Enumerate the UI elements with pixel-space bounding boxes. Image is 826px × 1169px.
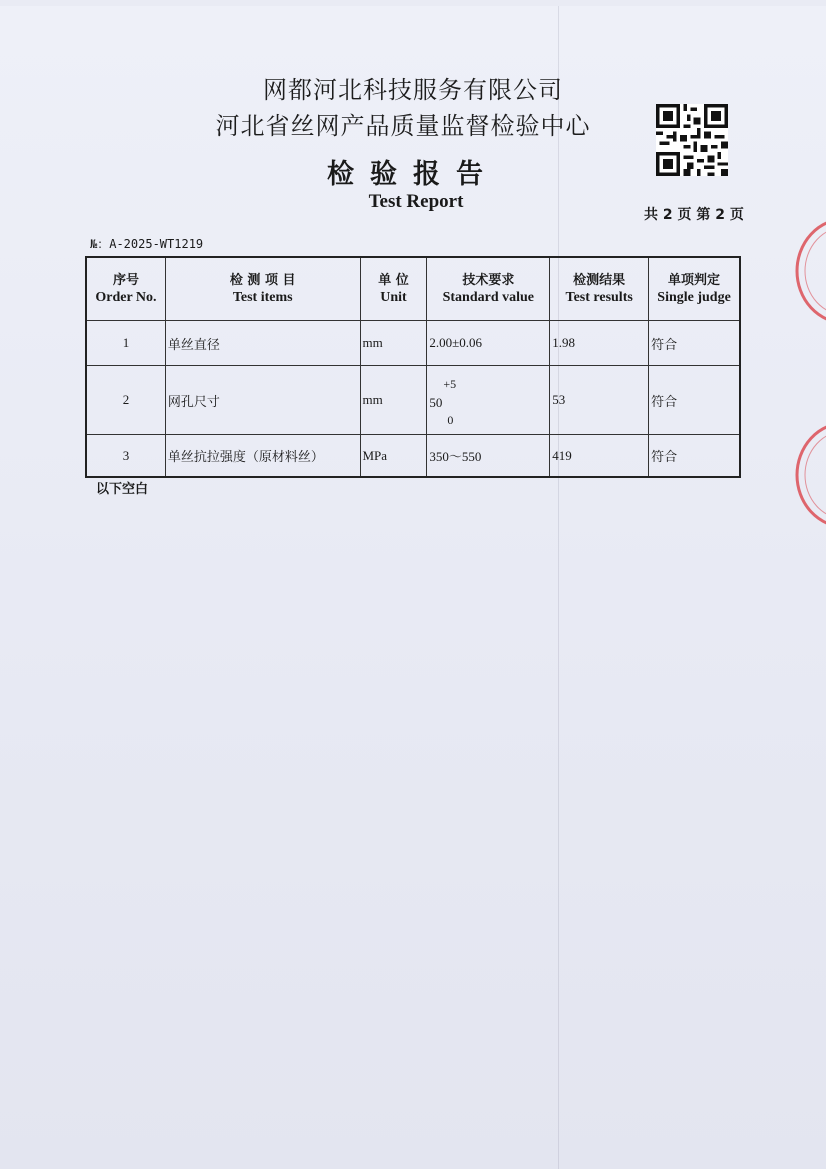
report-page [0,6,826,1169]
report-title-cn: 检验报告 [327,159,499,190]
row-order: 2 [86,366,165,435]
inspection-center-name: 河北省丝网产品质量监督检验中心 [215,112,591,140]
row-result: 53 [550,366,649,435]
tolerance-base: 50 [429,395,443,410]
official-seal-icon [790,411,826,531]
organization-name: 网都河北科技服务有限公司 [263,76,563,104]
header-standard-value: 技术要求 Standard value [427,257,550,321]
header-unit: 单 位 Unit [360,257,427,321]
row-judge: 符合 [649,366,740,435]
row-standard: 2.00±0.06 [427,321,550,366]
row-test-item: 网孔尺寸 [165,366,360,435]
blank-below-note: 以下空白 [96,482,149,497]
row-standard-tolerance [427,366,550,435]
header-order: 序号 Order No. [86,257,165,321]
row-judge: 符合 [649,435,740,478]
row-order: 3 [86,435,165,478]
row-result: 1.98 [550,321,649,366]
official-seal-icon [790,211,826,331]
row-unit: MPa [360,435,427,478]
row-judge: 符合 [649,321,740,366]
page-indicator: 共 2 页 第 2 页 [644,207,744,223]
row-order: 1 [86,321,165,366]
row-unit: mm [360,321,427,366]
row-standard: 350～550 [427,435,550,478]
table-header-row [86,257,740,321]
row-result: 419 [550,435,649,478]
tolerance-upper: +5 [443,377,457,391]
row-unit: mm [360,366,427,435]
tolerance-lower: 0 [447,413,454,427]
header-single-judge: 单项判定 Single judge [649,257,740,321]
header-test-results: 检测结果 Test results [550,257,649,321]
report-number: №：A-2025-WT1219 [90,237,204,251]
test-results-table [85,256,741,478]
report-title-en: Test Report [368,191,464,212]
header-test-items: 检 测 项 目 Test items [165,257,360,321]
table-row [86,366,740,435]
row-test-item: 单丝抗拉强度（原材料丝） [165,435,360,478]
row-test-item: 单丝直径 [165,321,360,366]
table-row [86,435,740,478]
table-row [86,321,740,366]
